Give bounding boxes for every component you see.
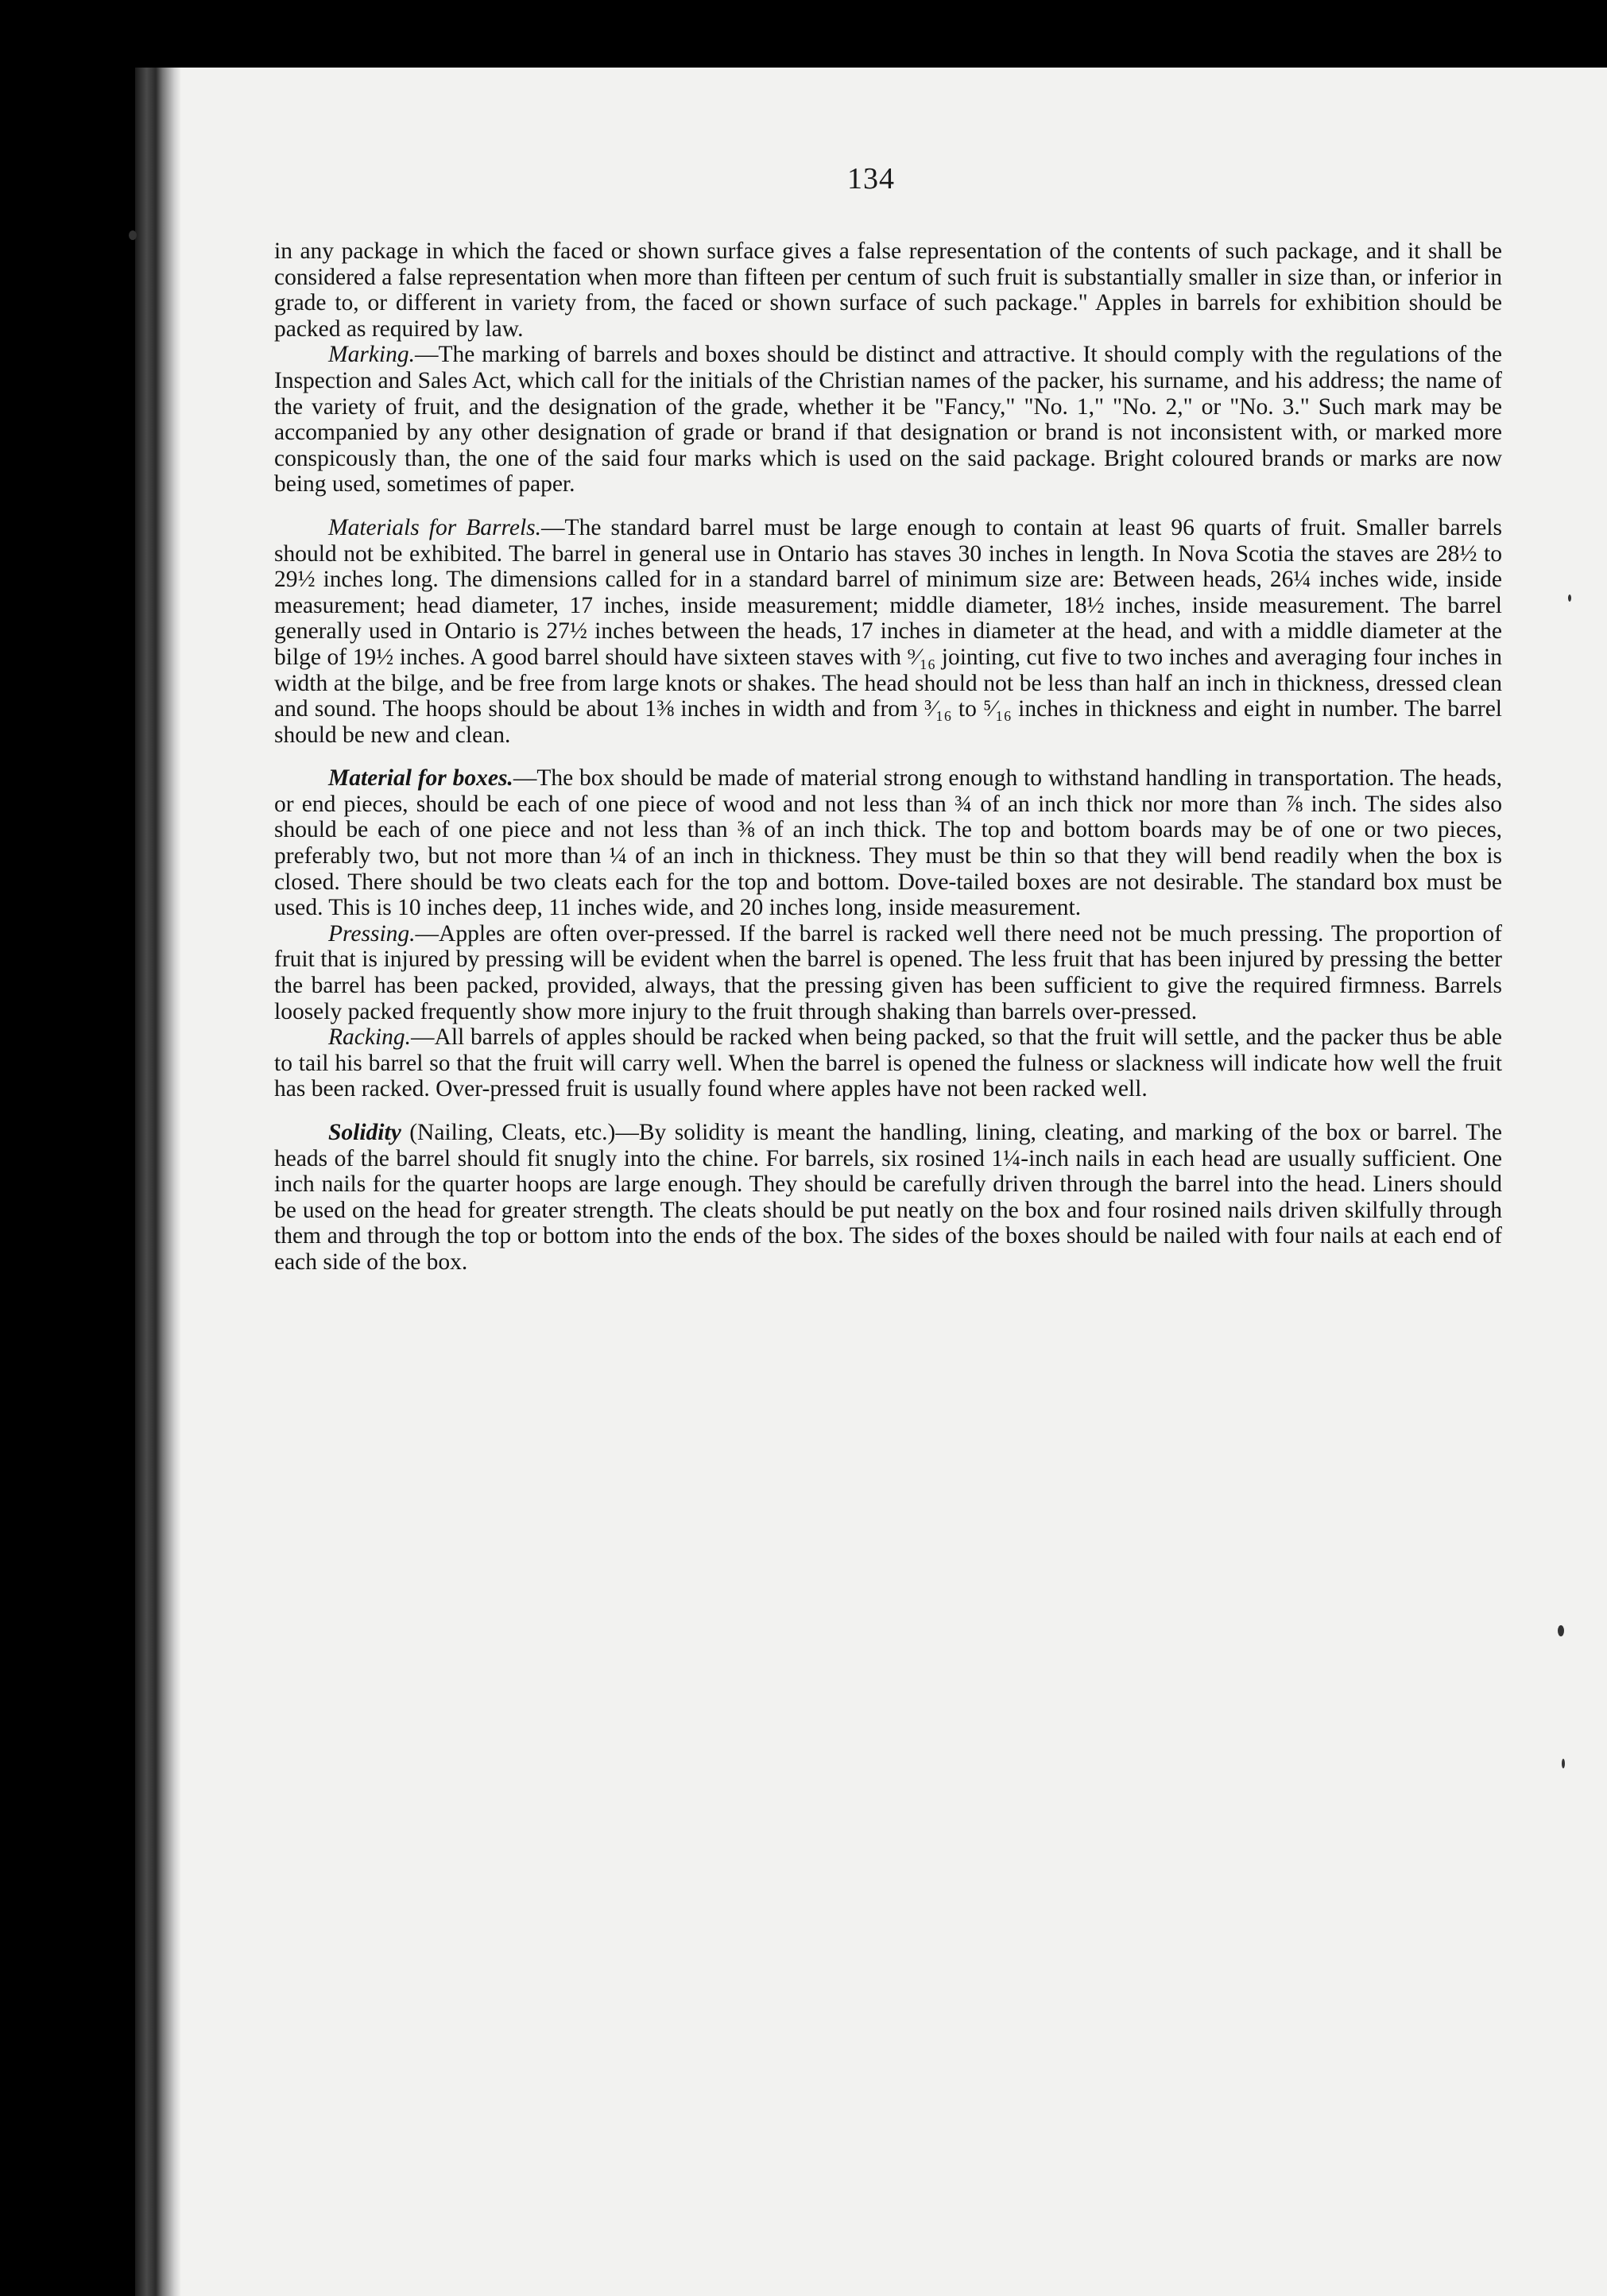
- paragraph-marking: [274, 342, 1502, 498]
- paragraph-text: —Apples are often over-pressed. If the barrel is racked well there need not be much pressing. The proportion of fruit that is injured by pressing will be evident when the barrel is opened. The less fruit that has been injured by pressing the better the barrel has been packed, provided, always, that the pressing given has been sufficient to give the required firmness. Barrels loosely packed frequently show more injury to the fruit through shaking than barrels over-pressed.: [274, 920, 1502, 1024]
- paragraph-heading: Solidity: [328, 1120, 401, 1145]
- ink-speck: [1568, 594, 1571, 602]
- ink-speck: [1562, 1759, 1565, 1768]
- paragraph-text: —All barrels of apples should be racked when being packed, so that the fruit will settle, and the packer thus be able to tail his barrel so that the fruit will carry well. When the barrel is opened the fulness or slackness will indicate how well the fruit has been racked. Over-pressed fruit is usually found where apples have not been racked well.: [274, 1024, 1502, 1102]
- ink-speck: [1558, 1625, 1564, 1636]
- paragraph-racking: [274, 1024, 1502, 1102]
- paragraph-heading: Marking.: [328, 342, 415, 368]
- paragraph-continuation: [274, 238, 1502, 342]
- ink-speck: [129, 230, 137, 240]
- paragraph-text: —The standard barrel must be large enough to contain at least 96 quarts of fruit. Smaller barrels should not be exhibited. The barrel in general use in Ontario has staves 30 inches in length. In Nova Scotia the staves are 28½ to 29½ inches long. The dimensions called for in a standard barrel of minimum size are: Between heads, 26¼ inches wide, inside measurement; head diameter, 17 inches, inside measurement; middle diameter, 18½ inches, inside measurement. The barrel generally used in Ontario is 27½ inches between the heads, 17 inches in diameter at the head, and with a middle diameter at the bilge of 19½ inches. A good barrel should have sixteen staves with ⁹⁄₁₆ jointing, cut five to two inches and averaging four inches in width at the bilge, and be free from large knots or shakes. The head should not be less than half an inch in thickness, dressed clean and sound. The hoops should be about 1⅜ inches in width and from ³⁄₁₆ to ⁵⁄₁₆ inches in thickness and eight in number. The barrel should be new and clean.: [274, 514, 1502, 748]
- paragraph-heading: Material for boxes.: [328, 765, 513, 792]
- paragraph-text: —The box should be made of material strong enough to withstand handling in transportation. The heads, or end pieces, should be each of one piece of wood and not less than ¾ of an inch thick nor more than ⅞ inch. The sides also should be each of one piece and not less than ⅜ of an inch thick. The top and bottom boards may be of one or two pieces, preferably two, but not more than ¼ of an inch in thickness. They must be thin so that they will bend readily when the box is closed. There should be two cleats each for the top and bottom. Dove-tailed boxes are not desirable. The standard box must be used. This is 10 inches deep, 11 inches wide, and 20 inches long, inside measurement.: [274, 765, 1502, 921]
- page-number: 134: [847, 162, 895, 196]
- paragraph-pressing: [274, 921, 1502, 1024]
- paragraph-text: (Nailing, Cleats, etc.)—By solidity is meant the handling, lining, cleating, and marking of the box or barrel. The heads of the barrel should fit snugly into the chine. For barrels, six rosined 1¼-inch nails in each head are usually sufficient. One inch nails for the quarter hoops are large enough. They should be carefully driven through the barrel into the head. Liners should be used on the head for greater strength. The cleats should be put neatly on the box and four rosined nails driven skilfully through them and through the top or bottom into the ends of the box. The sides of the boxes should be nailed with four nails at each end of each side of the box.: [274, 1120, 1502, 1275]
- paragraph-heading: Racking.: [328, 1024, 412, 1051]
- scanned-page: [135, 68, 1607, 2296]
- paragraph-text: in any package in which the faced or shown surface gives a false representation of the contents of such package, and it shall be considered a false representation when more than fifteen per centum of such fruit is substantially smaller in size than, or inferior in grade to, or different in variety from, the faced or shown surface of such package." Apples in barrels for exhibition should be packed as required by law.: [274, 238, 1502, 342]
- paragraph-materials-for-barrels: [274, 515, 1502, 748]
- paragraph-material-for-boxes: [274, 765, 1502, 921]
- body-text: [274, 238, 1502, 1276]
- paragraph-solidity: [274, 1120, 1502, 1276]
- paragraph-text: —The marking of barrels and boxes should be distinct and attractive. It should comply with the regulations of the Inspection and Sales Act, which call for the initials of the Christian names of the packer, his surname, and his address; the name of the variety of fruit, and the designation of the grade, whether it be "Fancy," "No. 1," "No. 2," or "No. 3." Such mark may be accompanied by any other designation of grade or brand if that designation or brand is not inconsistent with, or marked more conspicously than, the one of the said four marks which is used on the said package. Bright coloured brands or marks are now being used, sometimes of paper.: [274, 342, 1502, 498]
- binding-edge: [135, 68, 181, 2296]
- paragraph-heading: Pressing.: [328, 920, 416, 947]
- paragraph-heading: Materials for Barrels.: [328, 514, 542, 540]
